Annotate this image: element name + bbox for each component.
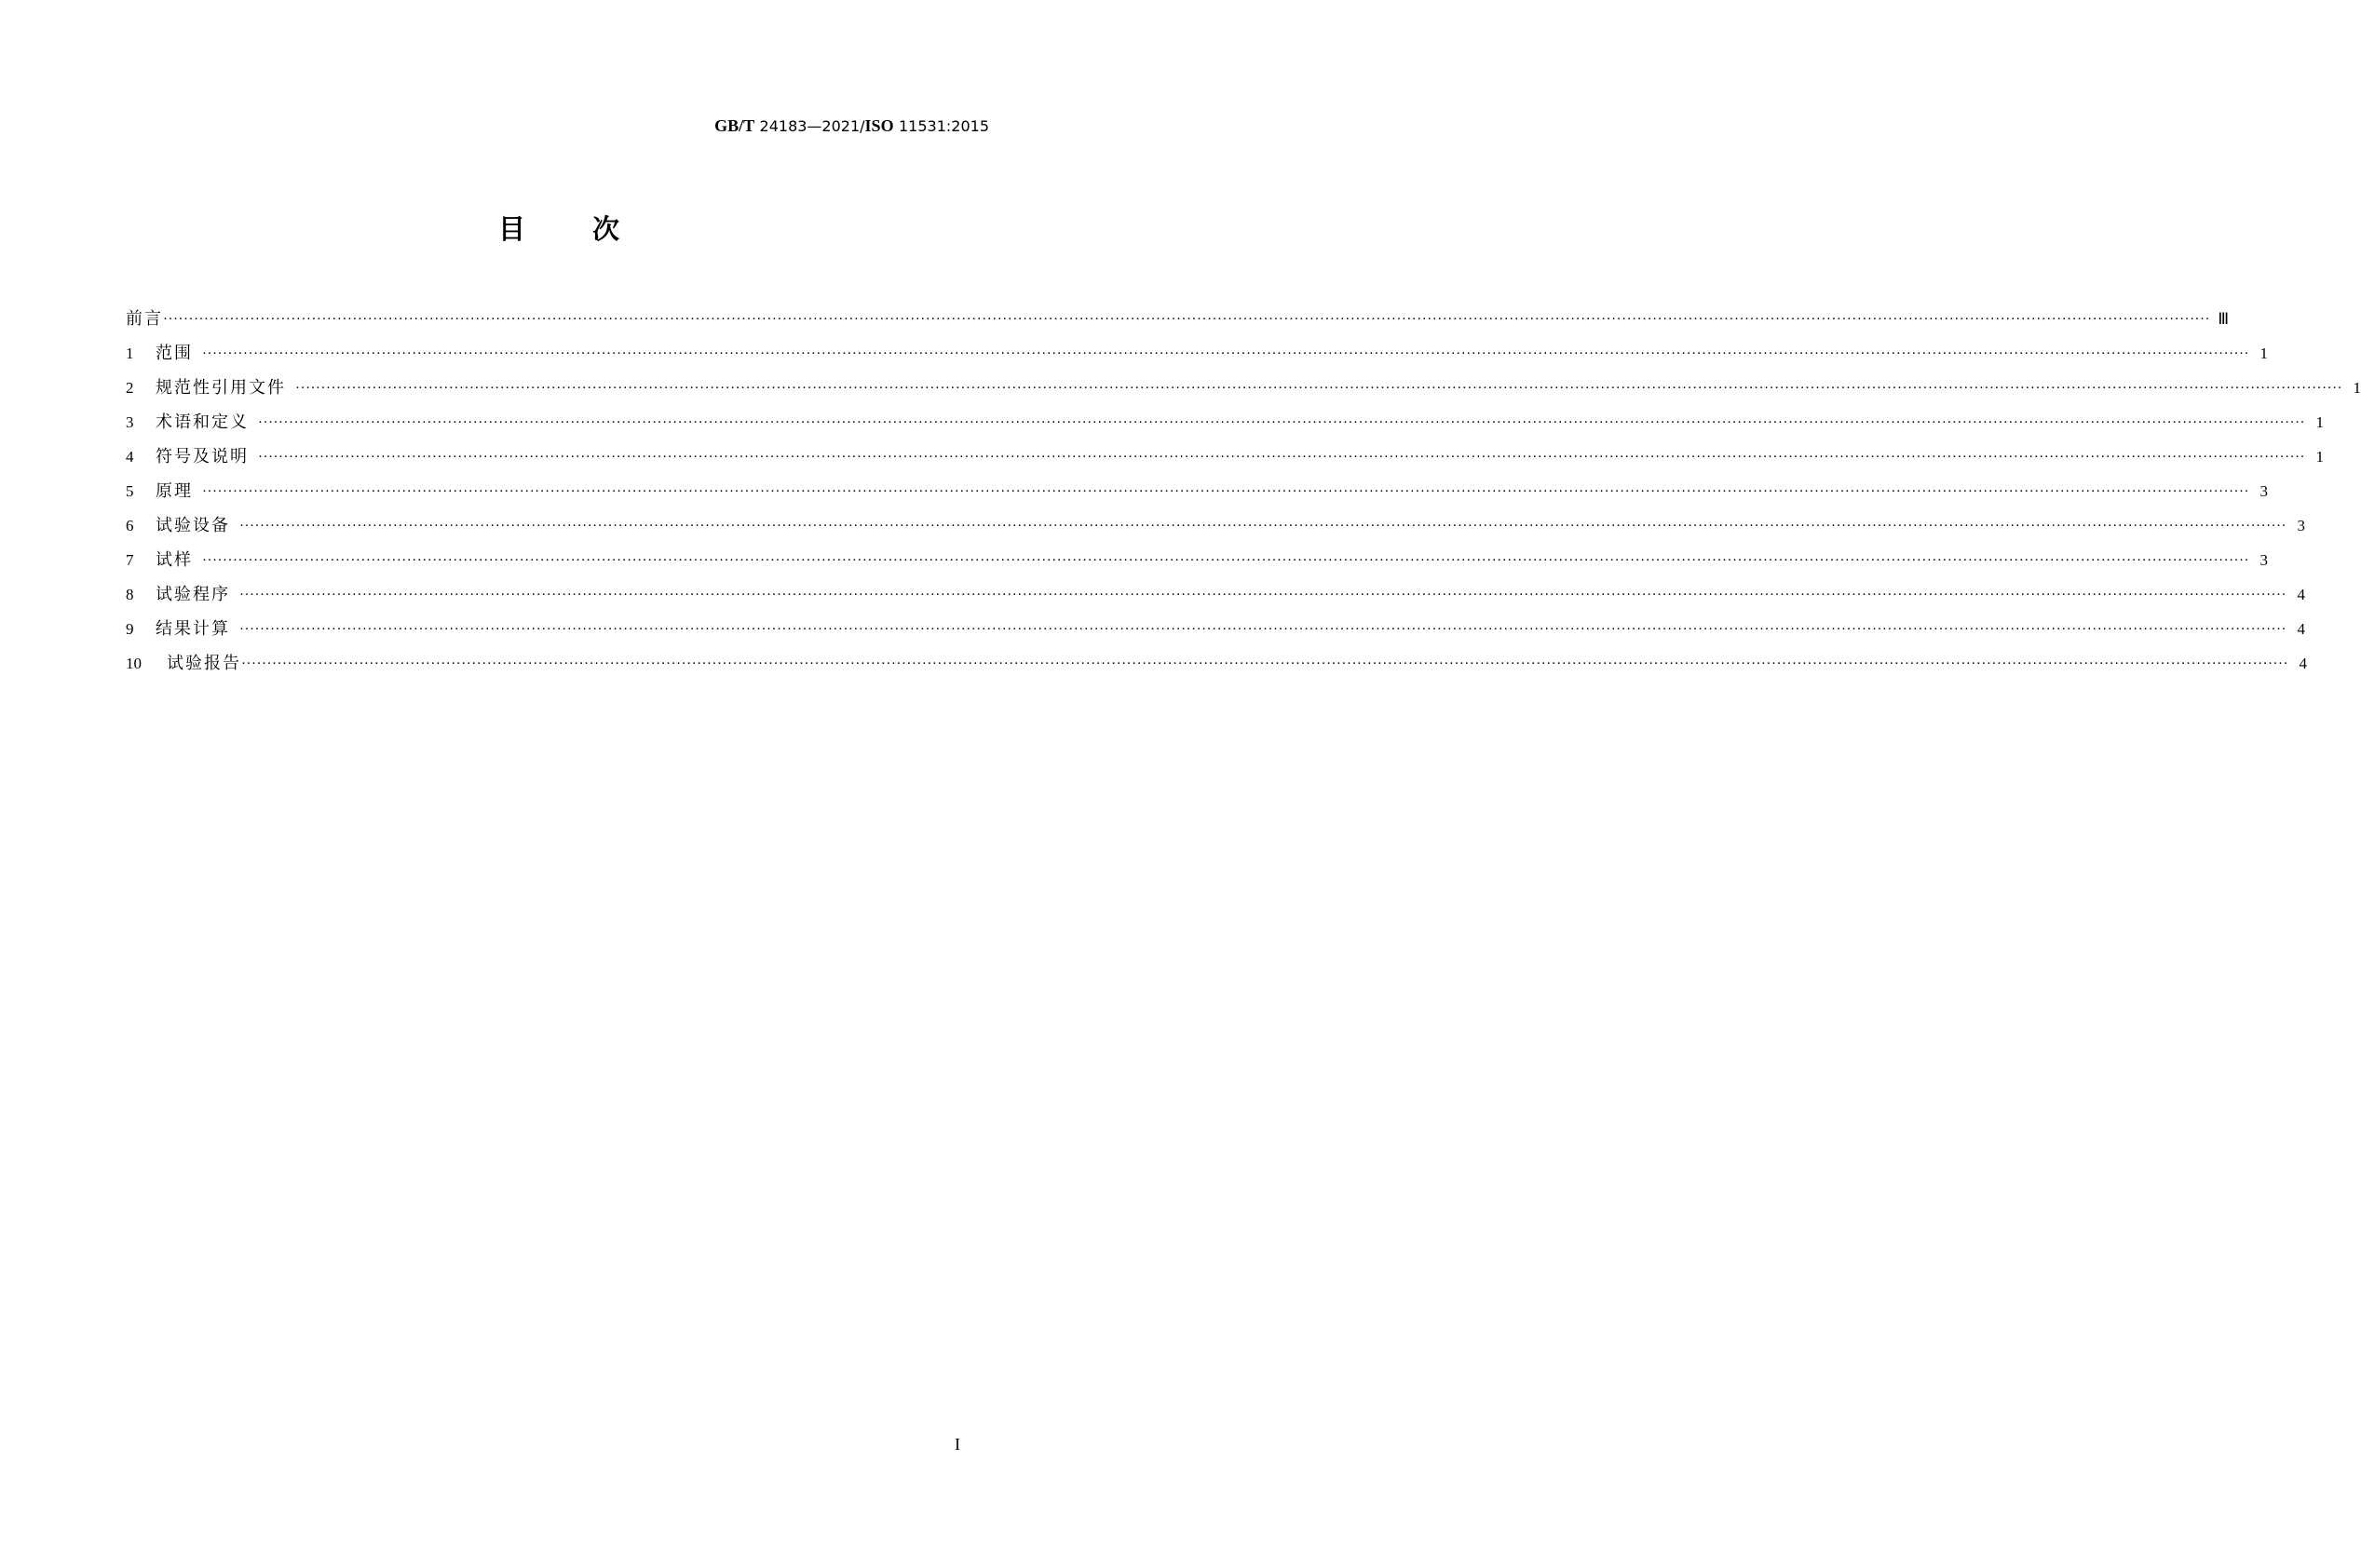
- toc-entry-page: 3: [2259, 481, 2269, 500]
- iso-number: 11531:2015: [898, 117, 989, 135]
- toc-entry-8[interactable]: [126, 577, 2306, 612]
- title-char-1: 目: [498, 213, 526, 245]
- toc-leader: ················································································································································································································································································································································································································: [202, 483, 2250, 499]
- toc-leader: ················································································································································································································································································································································································································: [163, 311, 2211, 327]
- toc-entry-10[interactable]: [126, 646, 2308, 681]
- toc-entry-number: 1: [126, 344, 134, 362]
- toc-entry-page: 1: [2315, 447, 2325, 466]
- toc-entry-label: 试验报告: [167, 653, 241, 673]
- toc-entry-number: 6: [126, 516, 134, 534]
- toc-entry-page: 1: [2315, 412, 2325, 431]
- toc-entry-page: 1: [2259, 344, 2269, 362]
- toc-entry-page: 4: [2299, 654, 2308, 672]
- toc-list: [126, 302, 2361, 681]
- toc-entry-number: 4: [126, 447, 134, 466]
- toc-leader: ················································································································································································································································································································································································································: [258, 449, 2306, 465]
- toc-leader: ················································································································································································································································································································································································································: [258, 414, 2306, 430]
- footer-page-number: I: [955, 1435, 960, 1453]
- toc-entry-page: 1: [2353, 378, 2361, 397]
- toc-entry-number: 5: [126, 481, 134, 500]
- toc-entry-4[interactable]: [126, 439, 2325, 474]
- toc-entry-label: 规范性引用文件: [156, 377, 286, 398]
- toc-leader: ················································································································································································································································································································································································································: [241, 656, 2289, 671]
- toc-entry-page: 4: [2297, 619, 2306, 638]
- toc-entry-label: 符号及说明: [156, 446, 249, 466]
- toc-entry-page: 3: [2259, 550, 2269, 569]
- toc-entry-label: 原理: [156, 480, 193, 501]
- standard-code: GB/T: [714, 116, 755, 135]
- toc-entry-foreword[interactable]: [126, 302, 2230, 336]
- toc-entry-3[interactable]: [126, 405, 2325, 439]
- toc-entry-label: 试样: [156, 549, 193, 570]
- toc-entry-7[interactable]: [126, 543, 2269, 577]
- toc-entry-5[interactable]: [126, 474, 2269, 508]
- title-char-2: 次: [591, 213, 619, 245]
- toc-entry-page: 4: [2297, 585, 2306, 603]
- toc-entry-number: 10: [126, 654, 142, 672]
- toc-entry-label: 术语和定义: [156, 412, 249, 432]
- toc-leader: ················································································································································································································································································································································································································: [202, 552, 2250, 568]
- toc-entry-number: 8: [126, 585, 134, 603]
- iso-code: ISO: [864, 116, 894, 135]
- toc-entry-page: 3: [2297, 516, 2306, 534]
- standard-header: [714, 115, 989, 137]
- toc-entry-label: 前言: [126, 308, 163, 329]
- toc-entry-label: 试验程序: [156, 584, 230, 604]
- toc-entry-number: 7: [126, 550, 134, 569]
- toc-leader: ················································································································································································································································································································································································································: [239, 587, 2287, 602]
- toc-entry-page: Ⅲ: [2218, 309, 2230, 328]
- toc-entry-1[interactable]: [126, 336, 2269, 371]
- toc-entry-label: 结果计算: [156, 618, 230, 639]
- toc-entry-6[interactable]: [126, 508, 2306, 543]
- toc-entry-label: 试验设备: [156, 515, 230, 535]
- toc-entry-9[interactable]: [126, 612, 2306, 646]
- toc-leader: ················································································································································································································································································································································································································: [239, 621, 2287, 637]
- page-title: [498, 210, 619, 248]
- toc-entry-2[interactable]: [126, 371, 2361, 405]
- toc-entry-number: 3: [126, 412, 134, 431]
- toc-leader: ················································································································································································································································································································································································································: [295, 380, 2343, 396]
- toc-entry-number: 9: [126, 619, 134, 638]
- standard-number: 24183—2021/: [759, 117, 865, 135]
- toc-leader: ················································································································································································································································································································································································································: [202, 345, 2250, 361]
- toc-entry-number: 2: [126, 378, 134, 397]
- toc-leader: ················································································································································································································································································································································································································: [239, 518, 2287, 534]
- toc-entry-label: 范围: [156, 343, 193, 363]
